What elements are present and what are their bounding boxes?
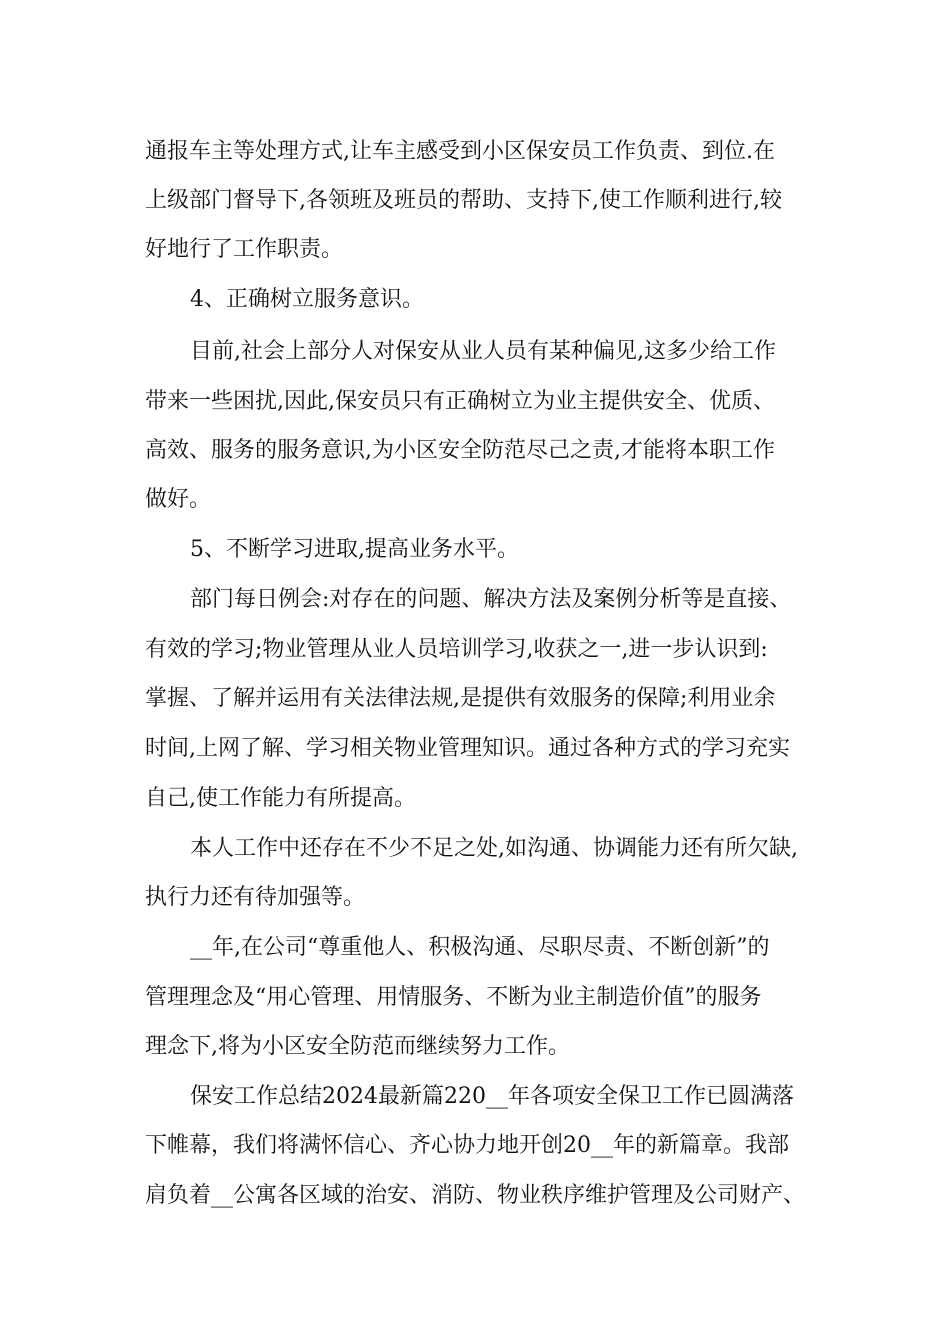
text-line: 管理理念及“用心管理、用情服务、不断为业主制造价值”的服务 (145, 985, 762, 1010)
text-line: 目前,社会上部分人对保安从业人员有某种偏见,这多少给工作 (190, 339, 776, 364)
text-line: 通报车主等处理方式,让车主感受到小区保安员工作负责、到位.在 (145, 139, 775, 164)
text-line: 执行力还有待加强等。 (145, 885, 366, 910)
section-heading: 4、正确树立服务意识。 (190, 287, 424, 312)
text-line: 掌握、了解并运用有关法律法规,是提供有效服务的保障;利用业余 (145, 686, 776, 711)
text-line: 肩负着__公寓各区域的治安、消防、物业秩序维护管理及公司财产、 (145, 1183, 806, 1208)
text-line: 时间,上网了解、学习相关物业管理知识。通过各种方式的学习充实 (145, 736, 790, 761)
text-line: 带来一些困扰,因此,保安员只有正确树立为业主提供安全、优质、 (145, 389, 775, 414)
text-line: 有效的学习;物业管理从业人员培训学习,收获之一,进一步认识到: (145, 637, 768, 662)
text-line: 做好。 (145, 487, 212, 512)
text-line: 上级部门督导下,各领班及班员的帮助、支持下,使工作顺利进行,较 (145, 188, 782, 213)
text-line: 自己,使工作能力有所提高。 (145, 786, 416, 811)
text-line: 理念下,将为小区安全防范而继续努力工作。 (145, 1034, 570, 1059)
text-line: 下帷幕，我们将满怀信心、齐心协力地开创20__年的新篇章。我部 (145, 1133, 789, 1158)
text-line: 部门每日例会:对存在的问题、解决方法及案例分析等是直接、 (190, 587, 792, 612)
text-line: 本人工作中还存在不少不足之处,如沟通、协调能力还有所欠缺, (190, 836, 798, 861)
text-line: __年,在公司“尊重他人、积极沟通、尽职尽责、不断创新”的 (190, 935, 770, 960)
text-line: 保安工作总结2024最新篇220__年各项安全保卫工作已圆满落 (190, 1084, 794, 1109)
text-line: 高效、服务的服务意识,为小区安全防范尽己之责,才能将本职工作 (145, 438, 775, 463)
text-line: 好地行了工作职责。 (145, 237, 344, 262)
section-heading: 5、不断学习进取,提高业务水平。 (190, 537, 519, 562)
